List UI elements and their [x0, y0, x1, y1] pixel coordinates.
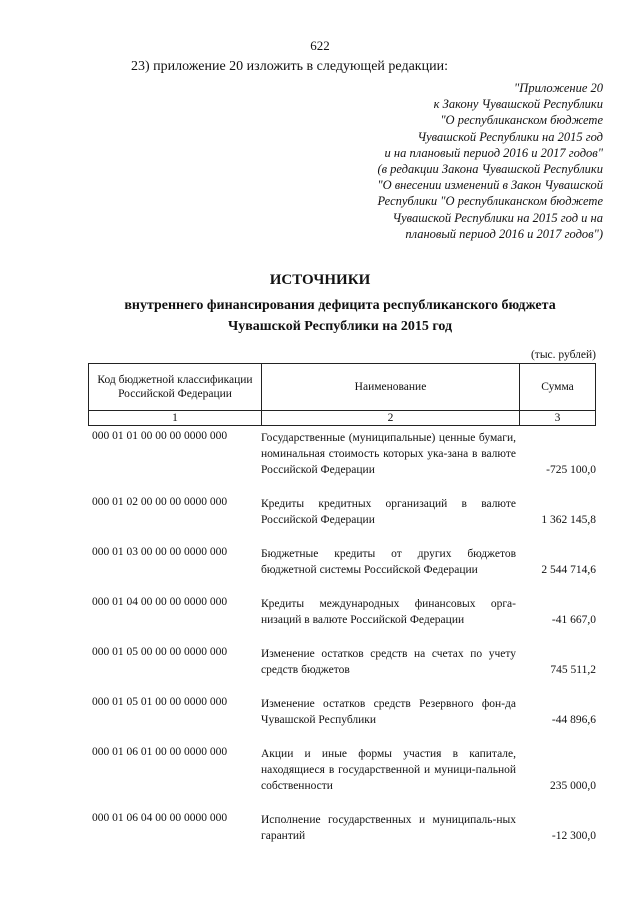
table-row: [88, 646, 596, 678]
row-code: 000 01 06 01 00 00 0000 000: [92, 746, 228, 758]
table-row: [88, 496, 596, 528]
table-row: [88, 546, 596, 578]
header-name: Наименование: [262, 364, 520, 411]
appendix-line: "О внесении изменений в Закон Чувашской: [377, 178, 603, 193]
table-header: [88, 363, 596, 426]
row-name: Акции и иные формы участия в капитале, находящиеся в государственной и муници-пальной собственности: [261, 748, 516, 792]
appendix-line: Чувашской Республики на 2015 год: [417, 129, 603, 144]
appendix-line: (в редакции Закона Чувашской Республики: [377, 162, 603, 177]
row-code: 000 01 05 00 00 00 0000 000: [92, 646, 228, 658]
row-code: 000 01 05 01 00 00 0000 000: [92, 696, 228, 708]
row-name: Изменение остатков средств на счетах по учету средств бюджетов: [261, 648, 516, 676]
row-code: 000 01 02 00 00 00 0000 000: [92, 496, 228, 508]
amendment-intro: 23) приложение 20 изложить в следующей редакции:: [131, 59, 448, 74]
column-number: 2: [262, 411, 520, 426]
row-sum: -725 100,0: [546, 464, 596, 476]
document-title: ИСТОЧНИКИ: [269, 272, 371, 288]
row-sum: 745 511,2: [550, 664, 596, 676]
document-subtitle: [0, 295, 640, 337]
row-name: Изменение остатков средств Резервного фон-да Чувашской Республики: [261, 698, 516, 726]
row-sum: 235 000,0: [550, 780, 596, 792]
row-code: 000 01 01 00 00 00 0000 000: [92, 430, 228, 442]
table-row: [88, 812, 596, 844]
appendix-line: Республики "О республиканском бюджете: [377, 194, 603, 209]
page-number: 622: [310, 38, 330, 53]
table-row: [88, 430, 596, 478]
subtitle-line: внутреннего финансирования дефицита республиканского бюджета: [124, 298, 556, 313]
appendix-line: "О республиканском бюджете: [440, 113, 603, 128]
header-code: Код бюджетной классификации Российской Федерации: [89, 364, 262, 411]
appendix-line: плановый период 2016 и 2017 годов"): [405, 226, 603, 241]
column-number: 3: [520, 411, 596, 426]
row-name: Кредиты международных финансовых орга-низаций в валюте Российской Федерации: [261, 598, 516, 626]
header-sum: Сумма: [520, 364, 596, 411]
appendix-reference: [300, 80, 603, 242]
appendix-line: Чувашской Республики на 2015 год и на: [392, 210, 603, 225]
row-name: Исполнение государственных и муниципаль-ных гарантий: [261, 814, 516, 842]
appendix-line: "Приложение 20: [514, 81, 603, 95]
row-name: Бюджетные кредиты от других бюджетов бюджетной системы Российской Федерации: [261, 548, 516, 576]
table-row: [88, 596, 596, 628]
column-number: 1: [89, 411, 262, 426]
subtitle-line: Чувашской Республики на 2015 год: [227, 319, 453, 334]
row-sum: -44 896,6: [551, 714, 596, 726]
row-code: 000 01 06 04 00 00 0000 000: [92, 812, 228, 824]
row-sum: 2 544 714,6: [541, 564, 596, 576]
table-body: [88, 430, 596, 862]
row-name: Кредиты кредитных организаций в валюте Российской Федерации: [261, 498, 516, 526]
table-row: [88, 746, 596, 794]
row-code: 000 01 03 00 00 00 0000 000: [92, 546, 228, 558]
table-row: [88, 696, 596, 728]
appendix-line: и на плановый период 2016 и 2017 годов": [384, 145, 603, 160]
appendix-line: к Закону Чувашской Республики: [433, 97, 603, 112]
row-sum: -41 667,0: [551, 614, 596, 626]
row-code: 000 01 04 00 00 00 0000 000: [92, 596, 228, 608]
row-sum: 1 362 145,8: [541, 514, 596, 526]
row-name: Государственные (муниципальные) ценные бумаги, номинальная стоимость которых ука-зана в валюте Российской Федерации: [261, 432, 516, 476]
row-sum: -12 300,0: [551, 830, 596, 842]
units-note: (тыс. рублей): [530, 349, 596, 361]
